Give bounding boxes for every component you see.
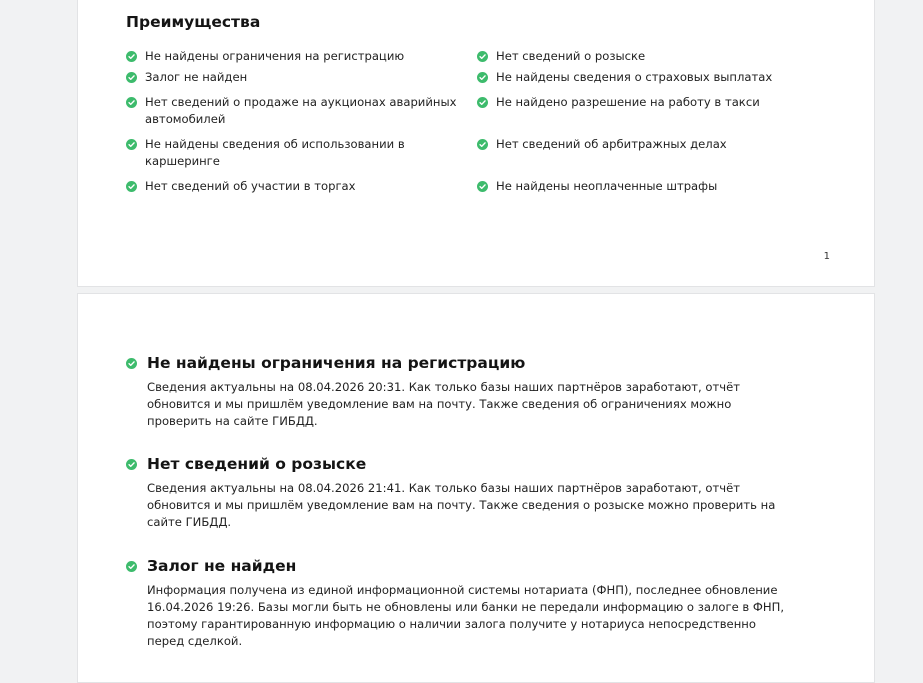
advantage-item bbox=[477, 48, 645, 65]
check-circle-icon bbox=[126, 72, 137, 83]
section-text: Сведения актуальны на 08.04.2026 21:41. Как только базы наших партнёров заработают, отчёт обновится и мы пришлём уведомление вам на почту. Также сведения о розыске можно проверить на сайте ГИБДД. bbox=[147, 481, 776, 529]
section-text: Информация получена из единой информационной системы нотариата (ФНП), последнее обновление 16.04.2026 19:26. Базы могли быть не обновлены или банки не передали информацию о залоге в ФНП, поэтому гарантированную информацию о наличии залога получите у нотариуса непосредственно перед сделкой. bbox=[147, 583, 785, 648]
section-header bbox=[126, 354, 806, 372]
advantages-title: Преимущества bbox=[126, 13, 261, 31]
advantage-item bbox=[477, 94, 760, 111]
advantage-label: Нет сведений о продаже на аукционах аварийных автомобилей bbox=[145, 95, 457, 126]
check-circle-icon bbox=[477, 139, 488, 150]
advantage-label: Залог не найден bbox=[145, 70, 248, 84]
check-circle-icon bbox=[126, 459, 137, 470]
section-title: Не найдены ограничения на регистрацию bbox=[147, 354, 526, 372]
section-title: Залог не найден bbox=[147, 557, 297, 575]
check-circle-icon bbox=[126, 139, 137, 150]
page-number: 1 bbox=[823, 251, 830, 262]
advantage-item bbox=[477, 178, 717, 195]
report-page-1 bbox=[77, 0, 875, 287]
check-circle-icon bbox=[126, 358, 137, 369]
check-circle-icon bbox=[126, 51, 137, 62]
advantage-label: Не найдены сведения об использовании в каршеринге bbox=[145, 137, 405, 168]
advantage-item bbox=[126, 48, 404, 65]
advantage-label: Нет сведений о розыске bbox=[496, 49, 646, 63]
advantage-label: Нет сведений об арбитражных делах bbox=[496, 137, 727, 151]
check-circle-icon bbox=[126, 97, 137, 108]
check-circle-icon bbox=[477, 51, 488, 62]
check-circle-icon bbox=[477, 97, 488, 108]
check-circle-icon bbox=[477, 72, 488, 83]
advantage-item bbox=[477, 136, 727, 153]
report-page-2 bbox=[77, 293, 875, 683]
advantage-item bbox=[126, 94, 471, 128]
advantage-item bbox=[126, 178, 356, 195]
section-wanted bbox=[126, 455, 806, 531]
advantage-item bbox=[126, 136, 415, 170]
advantage-label: Не найдено разрешение на работу в такси bbox=[496, 95, 760, 109]
section-header bbox=[126, 557, 806, 575]
check-circle-icon bbox=[126, 181, 137, 192]
section-text: Сведения актуальны на 08.04.2026 20:31. Как только базы наших партнёров заработают, отчёт обновится и мы пришлём уведомление вам на почту. Также сведения об ограничениях можно проверить на сайте ГИБДД. bbox=[147, 380, 741, 428]
advantage-label: Не найдены неоплаченные штрафы bbox=[496, 179, 718, 193]
advantage-label: Не найдены сведения о страховых выплатах bbox=[496, 70, 773, 84]
advantage-item bbox=[126, 69, 247, 86]
section-header bbox=[126, 455, 806, 473]
section-registration-restrictions bbox=[126, 354, 806, 430]
advantage-item bbox=[477, 69, 772, 86]
check-circle-icon bbox=[126, 561, 137, 572]
advantage-label: Нет сведений об участии в торгах bbox=[145, 179, 356, 193]
section-title: Нет сведений о розыске bbox=[147, 455, 367, 473]
advantage-label: Не найдены ограничения на регистрацию bbox=[145, 49, 405, 63]
section-pledge bbox=[126, 557, 806, 650]
check-circle-icon bbox=[477, 181, 488, 192]
